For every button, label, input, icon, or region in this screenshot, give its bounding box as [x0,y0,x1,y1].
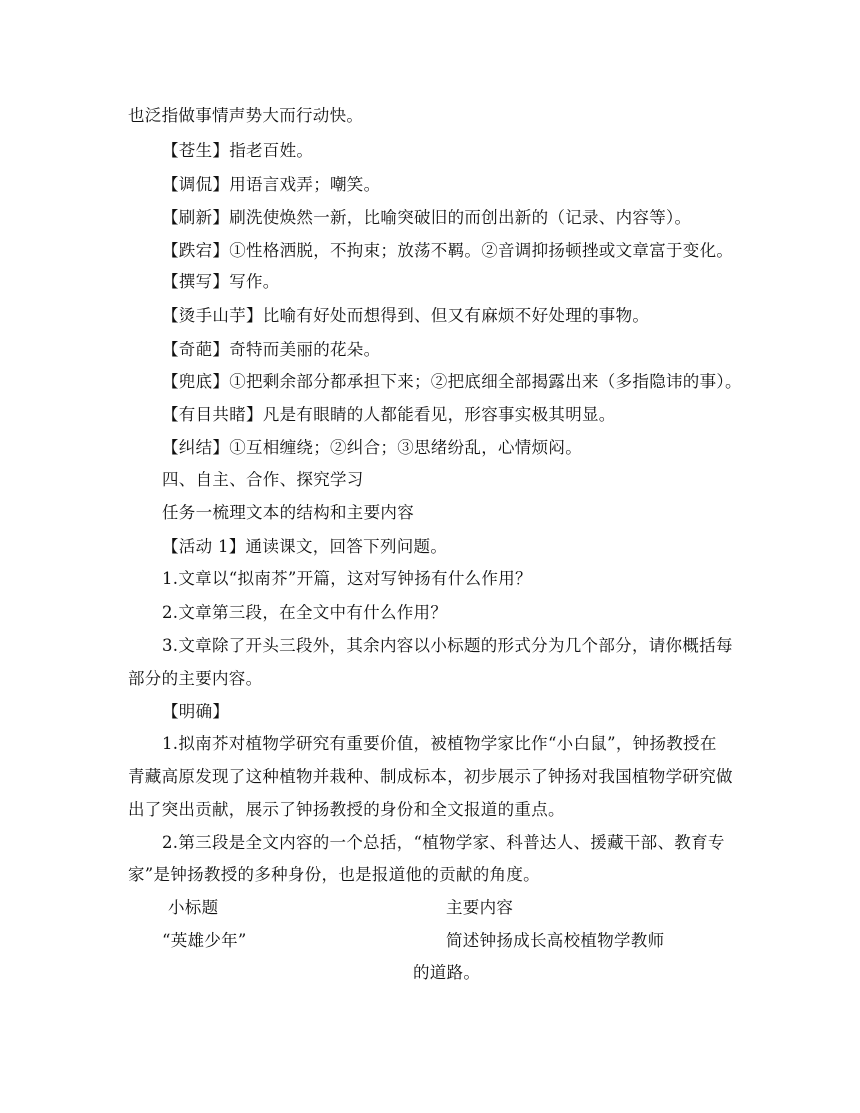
text-line: 【兜底】①把剩余部分都承担下来；②把底细全部揭露出来（多指隐讳的事）。 [162,372,742,391]
table-cell-content-cont: 的道路。 [413,963,481,982]
text-line: 【烫手山芋】比喻有好处而想得到、但又有麻烦不好处理的事物。 [162,306,650,325]
table-header-subtitle: 小标题 [168,898,219,917]
table-cell-content: 简述钟扬成长高校植物学教师 [446,931,665,950]
table-header-content: 主要内容 [446,898,514,917]
task-heading: 任务一梳理文本的结构和主要内容 [162,503,414,522]
text-line: 【有目共睹】凡是有眼睛的人都能看见，形容事实极其明显。 [162,405,616,424]
answer-2: 2.第三段是全文内容的一个总括，“植物学家、科普达人、援藏干部、教育专 [162,833,725,852]
answer-1-cont: 青藏高原发现了这种植物并栽种、制成标本，初步展示了钟扬对我国植物学研究做 [128,767,733,786]
text-line: 【苍生】指老百姓。 [162,141,314,160]
text-line: 【调侃】用语言戏弄；嘲笑。 [162,175,381,194]
question-1: 1.文章以“拟南芥”开篇，这对写钟扬有什么作用？ [162,569,532,588]
question-2: 2.文章第三段，在全文中有什么作用？ [162,603,448,622]
text-line: 【跌宕】①性格洒脱，不拘束；放荡不羁。②音调抑扬顿挫或文章富于变化。 [162,241,734,260]
text-line: 【撰写】写作。 [162,272,280,291]
answer-2-cont: 家”是钟扬教授的多种身份，也是报道他的贡献的角度。 [128,865,540,884]
answer-1: 1.拟南芥对植物学研究有重要价值，被植物学家比作“小白鼠”，钟扬教授在 [162,734,717,753]
table-cell-subtitle: “英雄少年” [162,931,247,950]
answer-heading: 【明确】 [162,702,230,721]
activity-heading: 【活动 1】通读课文，回答下列问题。 [162,537,448,556]
question-3-cont: 部分的主要内容。 [128,669,263,688]
text-line: 【刷新】刷洗使焕然一新，比喻突破旧的而创出新的（记录、内容等）。 [162,208,692,227]
text-line: 【纠结】①互相缠绕；②纠合；③思绪纷乱，心情烦闷。 [162,438,582,457]
text-line: 也泛指做事情声势大而行动快。 [128,106,364,125]
text-line: 【奇葩】奇特而美丽的花朵。 [162,340,381,359]
question-3: 3.文章除了开头三段外，其余内容以小标题的形式分为几个部分，请你概括每 [162,636,733,655]
answer-1-cont: 出了突出贡献，展示了钟扬教授的身份和全文报道的重点。 [128,800,565,819]
section-heading: 四、自主、合作、探究学习 [162,470,364,489]
